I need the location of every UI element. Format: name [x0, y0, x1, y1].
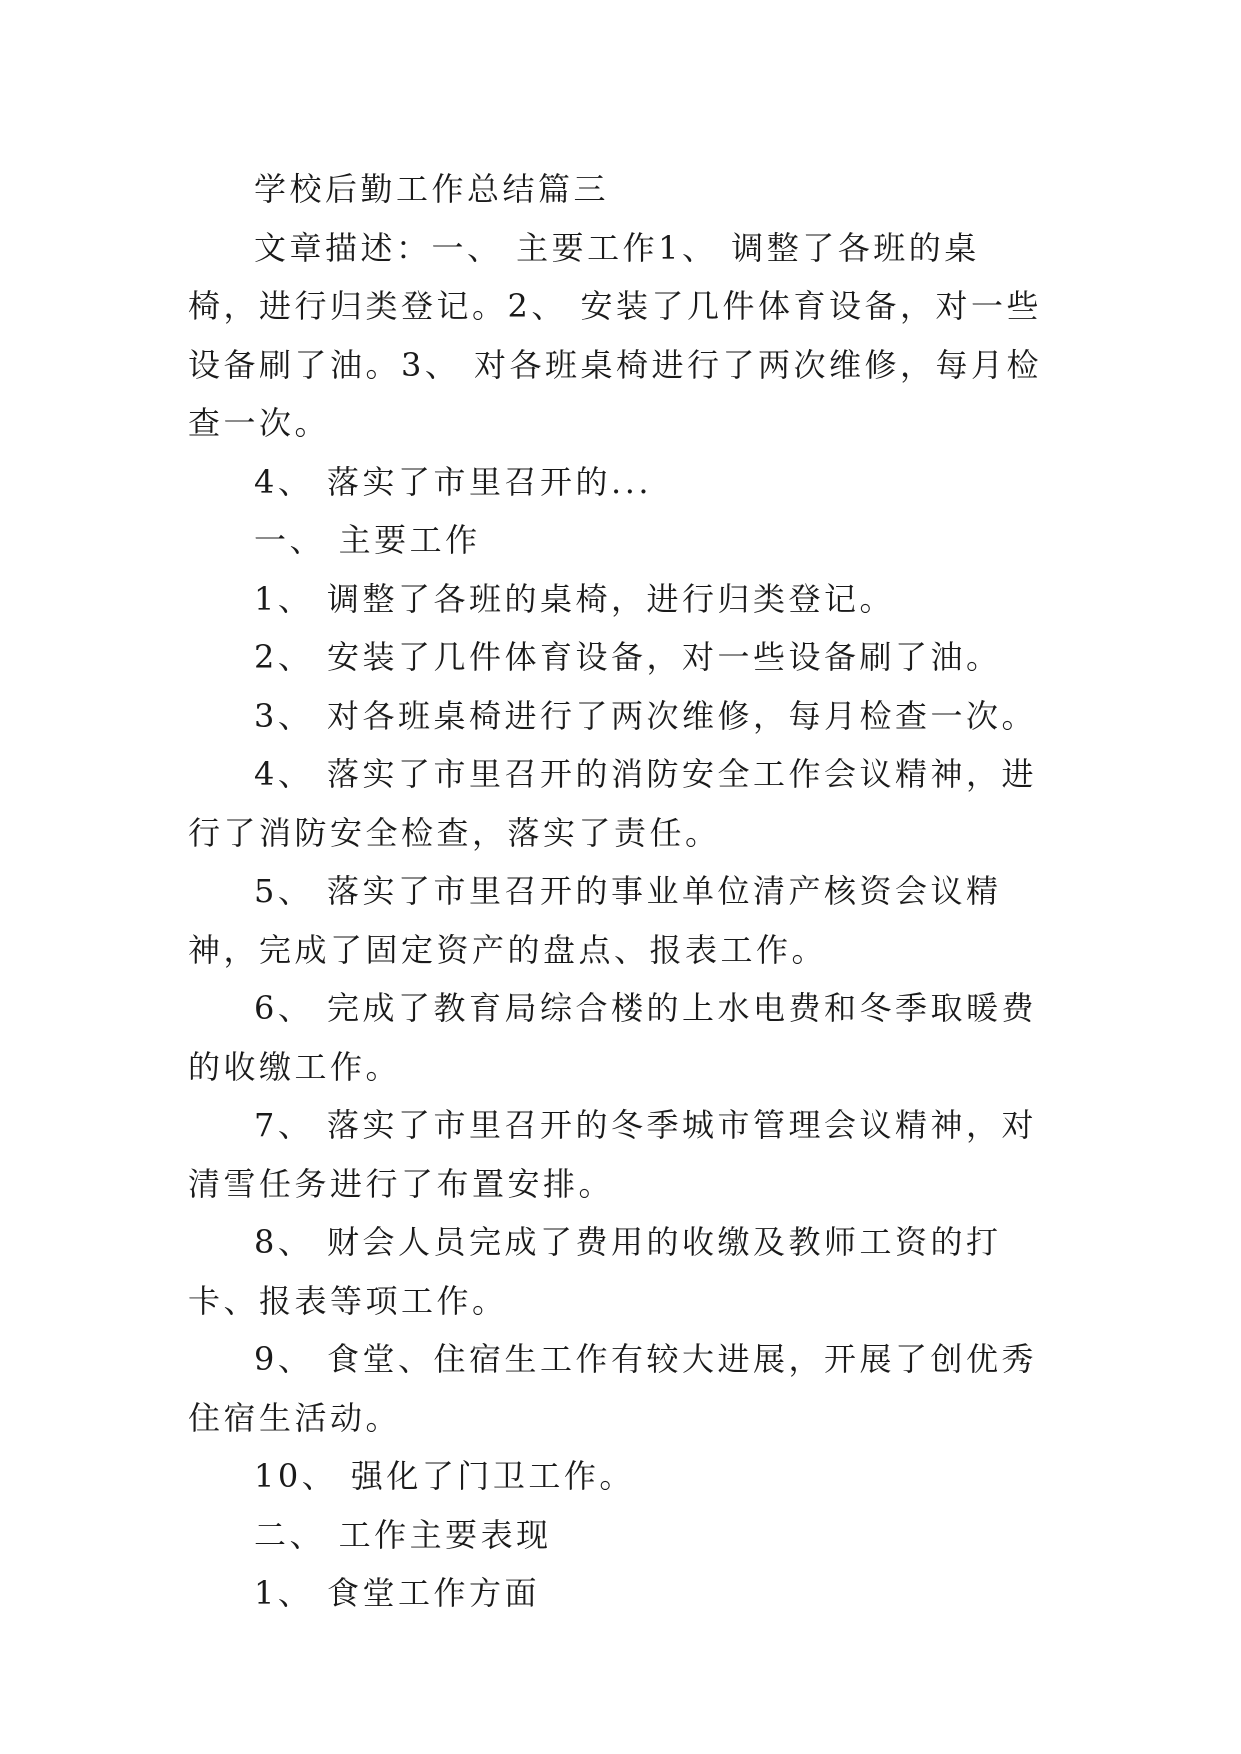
paragraph-item-4-excerpt: 4、 落实了市里召开的...: [254, 462, 653, 501]
paragraph-item-2: 2、 安装了几件体育设备，对一些设备刷了油。: [254, 638, 1002, 676]
section-heading-main-work: 一、 主要工作: [254, 521, 481, 559]
document-body: [188, 160, 1048, 1623]
paragraph-item-9: 9、 食堂、住宿生工作有较大进展，开展了创优秀住宿生活动。: [188, 1340, 1038, 1437]
article-description: 文章描述：一、 主要工作1、 调整了各班的桌椅，进行归类登记。2、 安装了几件体育设备，对一些设备刷了油。3、 对各班桌椅进行了两次维修，每月检查一次。: [188, 228, 1043, 442]
paragraph-item-7: 7、 落实了市里召开的冬季城市管理会议精神，对清雪任务进行了布置安排。: [188, 1106, 1038, 1203]
paragraph-item-6: 6、 完成了教育局综合楼的上水电费和冬季取暖费的收缴工作。: [188, 989, 1038, 1086]
paragraph-item-5: 5、 落实了市里召开的事业单位清产核资会议精神，完成了固定资产的盘点、报表工作。: [188, 872, 1002, 969]
paragraph-item-10: 10、 强化了门卫工作。: [254, 1457, 635, 1495]
document-title: 学校后勤工作总结篇三: [254, 170, 610, 208]
section-heading-work-performance: 二、 工作主要表现: [254, 1515, 552, 1554]
paragraph-item-8: 8、 财会人员完成了费用的收缴及教师工资的打卡、报表等项工作。: [188, 1223, 1002, 1320]
subheading-canteen-work: 1、 食堂工作方面: [254, 1574, 541, 1612]
paragraph-item-4: 4、 落实了市里召开的消防安全工作会议精神，进行了消防安全检查，落实了责任。: [188, 755, 1038, 852]
paragraph-item-1: 1、 调整了各班的桌椅，进行归类登记。: [254, 579, 896, 618]
paragraph-item-3: 3、 对各班桌椅进行了两次维修，每月检查一次。: [254, 696, 1038, 735]
